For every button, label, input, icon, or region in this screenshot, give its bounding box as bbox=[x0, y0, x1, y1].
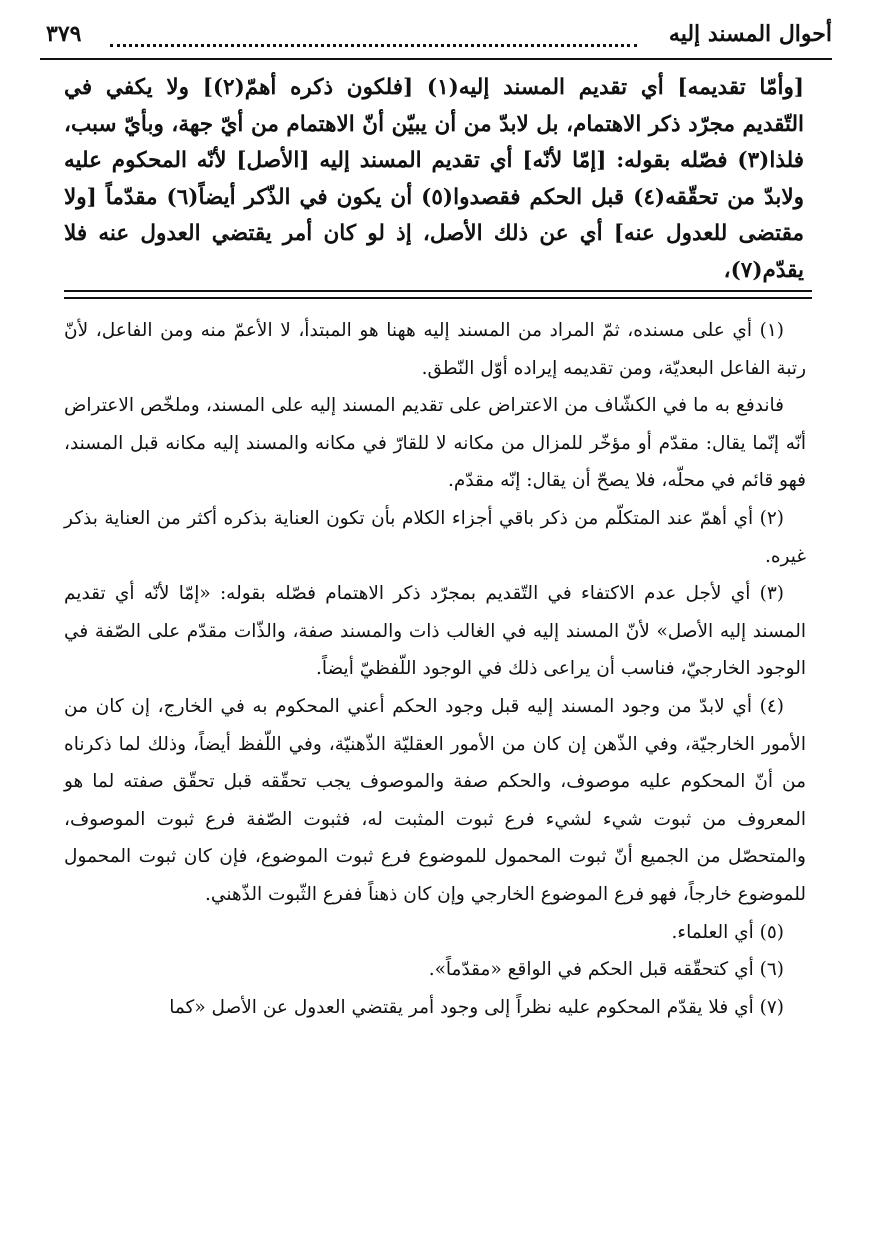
main-text: [وأمّا تقديمه] أي تقديم المسند إليه(١) [فلكون ذكره أهمّ(٢)] ولا يكفي في التّقديم مجرّد ذكر الاهتمام، بل لابدّ من أن يبيّن أنّ الاهتمام من أيّ جهة، وبأيّ سبب، فلذا(٣) فصّله بقوله: [إمّا لأنّه] أي تقديم المسند إليه [الأصل] لأنّه المحكوم عليه ولابدّ من تحقّقه(٤) قبل الحكم فقصدوا(٥) أن يكون في الذّكر أيضاً(٦) مقدّماً [ولا مقتضى للعدول عنه] أي عن ذلك الأصل، إذ لو كان أمر يقتضي العدول عنه فلا يقدّم(٧)، bbox=[64, 75, 805, 283]
footnote-5: (٥) أي العلماء. bbox=[671, 921, 784, 943]
footnote-2: (٢) أي أهمّ عند المتكلّم من ذكر باقي أجزاء الكلام بأن تكون العناية بذكره أكثر من العناية بذكر غيره. bbox=[64, 507, 806, 567]
footnote-3: (٣) أي لأجل عدم الاكتفاء في التّقديم بمجرّد ذكر الاهتمام فصّله بقوله: «إمّا لأنّه أي تقديم المسند إليه الأصل» لأنّ المسند إليه في الغالب ذات والمسند صفة، والذّات مقدّم على الصّفة في الوجود الخارجيّ، فناسب أن يراعى ذلك في الوجود اللّفظيّ أيضاً. bbox=[64, 583, 806, 680]
dotted-leader bbox=[110, 44, 637, 47]
double-rule-separator bbox=[64, 290, 812, 299]
footnote-4: (٤) أي لابدّ من وجود المسند إليه قبل وجود الحكم أعني المحكوم به في الخارج، إن كان من الأمور الخارجيّة، وفي الذّهن إن كان من الأمور العقليّة الذّهنيّة، وفي اللّفظ أيضاً، وذلك لما ذكرناه من أنّ المحكوم عليه موصوف، والحكم صفة والموصوف يجب تحقّقه قبل تحقّق صفته لما هو المعروف من ثبوت شيء لشيء فرع ثبوت المثبت له، فثبوت الصّفة فرع ثبوت الموصوف، والمتحصّل من الجميع أنّ ثبوت المحمول للموضوع فرع ثبوت الموضوع، فإن كان ثبوت المحمول للموضوع خارجاً، فهو فرع الموضوع الخارجي وإن كان ذهناً ففرع الثّبوت الذّهني. bbox=[64, 695, 806, 905]
footnote-6: (٦) أي كتحقّقه قبل الحكم في الواقع «مقدّماً». bbox=[428, 959, 784, 981]
footnotes bbox=[64, 312, 806, 1026]
running-title: أحوال المسند إليه bbox=[668, 21, 832, 47]
page-header bbox=[40, 14, 832, 60]
footnote-1-continuation: فاندفع به ما في الكشّاف من الاعتراض على تقديم المسند إليه على المسند، وملخّص الاعتراض أنّه إنّما يقال: مقدّم أو مؤخّر للمزال من مكانه لا للقارّ في مكانه والمسند إليه مكانه قبل المسند، فهو قائم في محلّه، فلا يصحّ أن يقال: إنّه مقدّم. bbox=[64, 395, 806, 492]
footnote-1: (١) أي على مسنده، ثمّ المراد من المسند إليه ههنا هو المبتدأ، لا الأعمّ منه ومن الفاعل، لأنّ رتبة الفاعل البعديّة، ومن تقديمه إيراده أوّل النّطق. bbox=[64, 320, 806, 379]
page-number: ٣٧٩ bbox=[46, 21, 82, 47]
footnote-7: (٧) أي فلا يقدّم المحكوم عليه نظراً إلى وجود أمر يقتضي العدول عن الأصل «كما bbox=[169, 996, 784, 1018]
